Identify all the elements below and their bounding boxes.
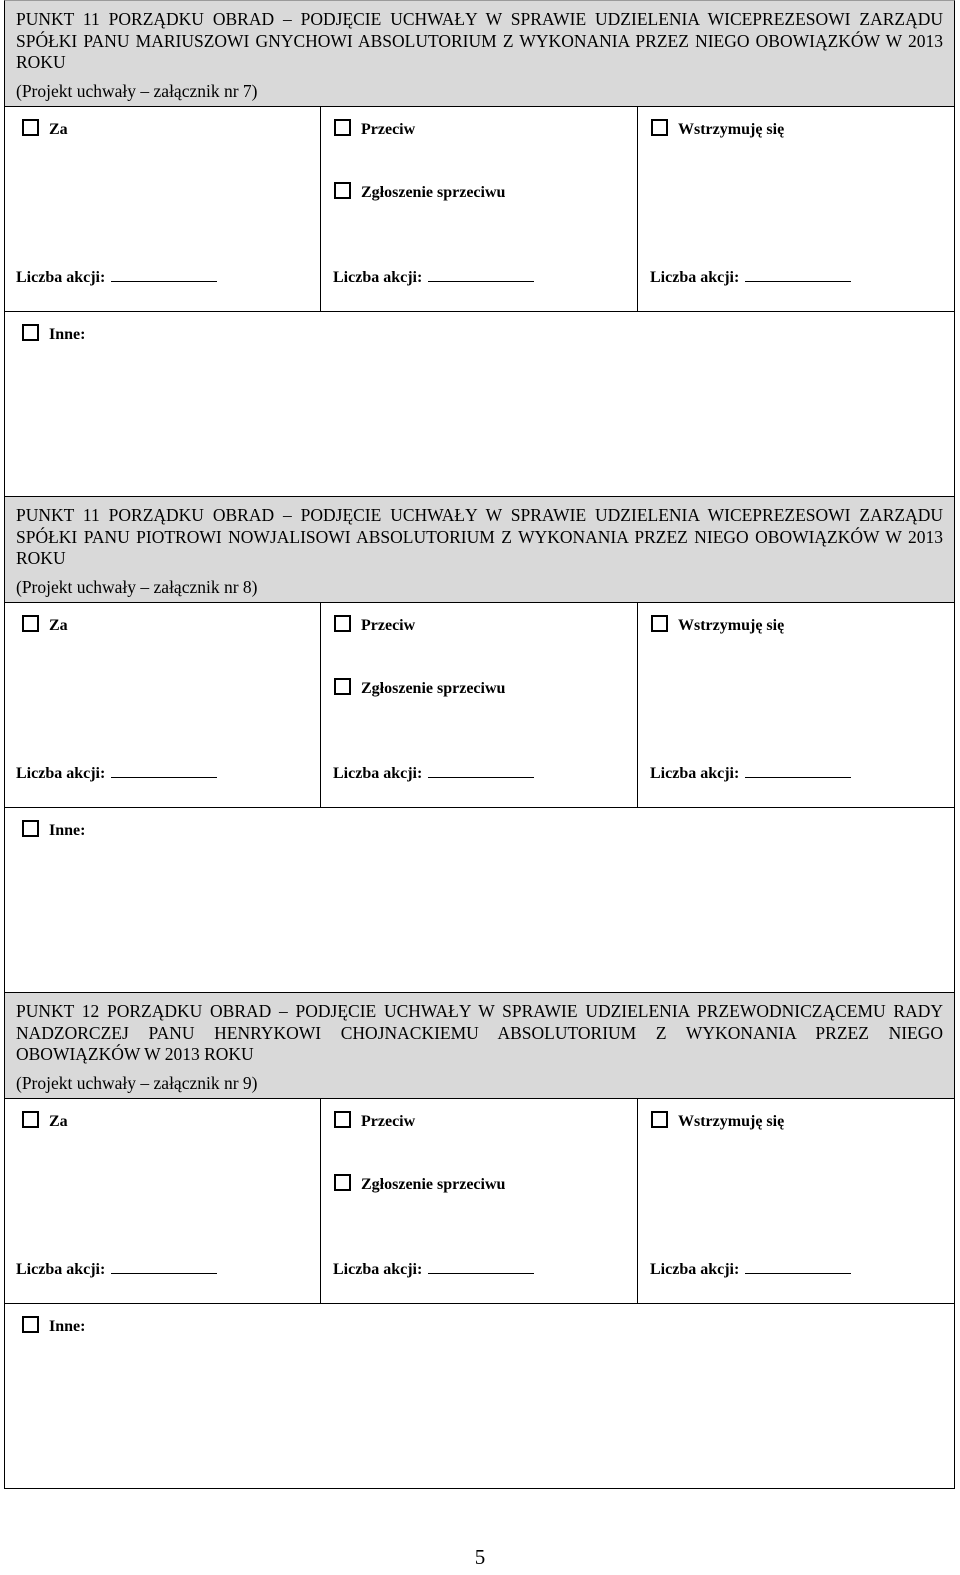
shares-label: Liczba akcji: — [650, 269, 740, 286]
vote-for-option[interactable] — [22, 1113, 68, 1131]
section-header — [5, 497, 954, 603]
shares-count-field[interactable] — [333, 267, 534, 287]
vote-for-checkbox[interactable] — [22, 119, 39, 136]
other-instructions-row — [5, 1304, 954, 1488]
shares-label: Liczba akcji: — [333, 269, 423, 286]
other-instructions-row — [5, 808, 954, 993]
objection-checkbox[interactable] — [334, 1174, 351, 1191]
objection-label: Zgłoszenie sprzeciwu — [361, 1176, 506, 1193]
other-checkbox[interactable] — [22, 820, 39, 837]
vote-against-option[interactable] — [334, 121, 415, 139]
vote-column-abstain — [638, 603, 954, 807]
vote-against-checkbox[interactable] — [334, 119, 351, 136]
resolution-section-2 — [5, 497, 954, 993]
section-title: PUNKT 11 PORZĄDKU OBRAD – PODJĘCIE UCHWAŁY W SPRAWIE UDZIELENIA WICEPREZESOWI ZARZĄDU SPÓŁKI PANU MARIUSZOWI GNYCHOWI ABSOLUTORIUM Z WYKONANIA PRZEZ NIEGO OBOWIĄZKÓW W 2013 ROKU — [16, 9, 943, 72]
vote-options-row — [5, 107, 954, 312]
objection-label: Zgłoszenie sprzeciwu — [361, 680, 506, 697]
other-label: Inne: — [49, 1318, 86, 1335]
vote-column-abstain — [638, 107, 954, 311]
shares-count-field[interactable] — [333, 763, 534, 783]
vote-against-option[interactable] — [334, 617, 415, 635]
other-option[interactable] — [22, 326, 85, 344]
vote-abstain-option[interactable] — [651, 121, 784, 139]
other-option[interactable] — [22, 822, 85, 840]
page-number: 5 — [474, 1545, 486, 1569]
objection-label: Zgłoszenie sprzeciwu — [361, 184, 506, 201]
shares-label: Liczba akcji: — [333, 765, 423, 782]
vote-column-abstain — [638, 1099, 954, 1303]
vote-against-option[interactable] — [334, 1113, 415, 1131]
resolution-section-3 — [5, 993, 954, 1488]
vote-abstain-checkbox[interactable] — [651, 615, 668, 632]
vote-for-label: Za — [49, 1113, 68, 1130]
vote-for-label: Za — [49, 121, 68, 138]
objection-option[interactable] — [334, 680, 505, 698]
section-header — [5, 1, 954, 107]
shares-count-field[interactable] — [650, 267, 851, 287]
section-header — [5, 993, 954, 1099]
vote-for-checkbox[interactable] — [22, 615, 39, 632]
vote-abstain-option[interactable] — [651, 617, 784, 635]
shares-count-field[interactable] — [333, 1259, 534, 1279]
vote-against-checkbox[interactable] — [334, 1111, 351, 1128]
shares-input-line[interactable] — [745, 763, 851, 778]
vote-against-label: Przeciw — [361, 121, 416, 138]
vote-for-checkbox[interactable] — [22, 1111, 39, 1128]
shares-count-field[interactable] — [16, 267, 217, 287]
shares-count-field[interactable] — [650, 1259, 851, 1279]
objection-option[interactable] — [334, 184, 505, 202]
other-checkbox[interactable] — [22, 324, 39, 341]
shares-input-line[interactable] — [745, 1259, 851, 1274]
objection-checkbox[interactable] — [334, 678, 351, 695]
shares-input-line[interactable] — [428, 1259, 534, 1274]
vote-column-for — [5, 1099, 321, 1303]
objection-checkbox[interactable] — [334, 182, 351, 199]
vote-abstain-checkbox[interactable] — [651, 119, 668, 136]
shares-input-line[interactable] — [745, 267, 851, 282]
section-subtitle: (Projekt uchwały – załącznik nr 7) — [16, 80, 258, 101]
shares-label: Liczba akcji: — [650, 1261, 740, 1278]
other-option[interactable] — [22, 1318, 85, 1336]
vote-for-option[interactable] — [22, 121, 68, 139]
vote-column-for — [5, 107, 321, 311]
shares-input-line[interactable] — [428, 763, 534, 778]
shares-label: Liczba akcji: — [16, 269, 106, 286]
voting-form-table — [4, 0, 955, 1489]
vote-abstain-label: Wstrzymuję się — [678, 617, 785, 634]
vote-against-label: Przeciw — [361, 1113, 416, 1130]
vote-against-label: Przeciw — [361, 617, 416, 634]
vote-options-row — [5, 603, 954, 808]
vote-abstain-option[interactable] — [651, 1113, 784, 1131]
vote-column-against — [321, 1099, 638, 1303]
shares-input-line[interactable] — [111, 1259, 217, 1274]
shares-count-field[interactable] — [16, 1259, 217, 1279]
shares-label: Liczba akcji: — [16, 765, 106, 782]
other-label: Inne: — [49, 326, 86, 343]
shares-label: Liczba akcji: — [16, 1261, 106, 1278]
shares-input-line[interactable] — [428, 267, 534, 282]
section-title: PUNKT 11 PORZĄDKU OBRAD – PODJĘCIE UCHWAŁY W SPRAWIE UDZIELENIA WICEPREZESOWI ZARZĄDU SPÓŁKI PANU PIOTROWI NOWJALISOWI ABSOLUTORIUM Z WYKONANIA PRZEZ NIEGO OBOWIĄZKÓW W 2013 ROKU — [16, 505, 943, 568]
shares-label: Liczba akcji: — [650, 765, 740, 782]
vote-column-for — [5, 603, 321, 807]
objection-option[interactable] — [334, 1176, 505, 1194]
shares-input-line[interactable] — [111, 763, 217, 778]
vote-against-checkbox[interactable] — [334, 615, 351, 632]
shares-count-field[interactable] — [16, 763, 217, 783]
section-subtitle: (Projekt uchwały – załącznik nr 8) — [16, 576, 258, 597]
shares-label: Liczba akcji: — [333, 1261, 423, 1278]
shares-count-field[interactable] — [650, 763, 851, 783]
vote-column-against — [321, 107, 638, 311]
shares-input-line[interactable] — [111, 267, 217, 282]
other-checkbox[interactable] — [22, 1316, 39, 1333]
vote-abstain-label: Wstrzymuję się — [678, 1113, 785, 1130]
other-label: Inne: — [49, 822, 86, 839]
vote-for-option[interactable] — [22, 617, 68, 635]
resolution-section-1 — [5, 1, 954, 497]
vote-options-row — [5, 1099, 954, 1304]
vote-column-against — [321, 603, 638, 807]
vote-abstain-checkbox[interactable] — [651, 1111, 668, 1128]
section-title: PUNKT 12 PORZĄDKU OBRAD – PODJĘCIE UCHWAŁY W SPRAWIE UDZIELENIA PRZEWODNICZĄCEMU RADY NADZORCZEJ PANU HENRYKOWI CHOJNACKIEMU ABSOLUTORIUM Z WYKONANIA PRZEZ NIEGO OBOWIĄZKÓW W 2013 ROKU — [16, 1001, 943, 1064]
section-subtitle: (Projekt uchwały – załącznik nr 9) — [16, 1072, 258, 1093]
vote-abstain-label: Wstrzymuję się — [678, 121, 785, 138]
vote-for-label: Za — [49, 617, 68, 634]
other-instructions-row — [5, 312, 954, 497]
